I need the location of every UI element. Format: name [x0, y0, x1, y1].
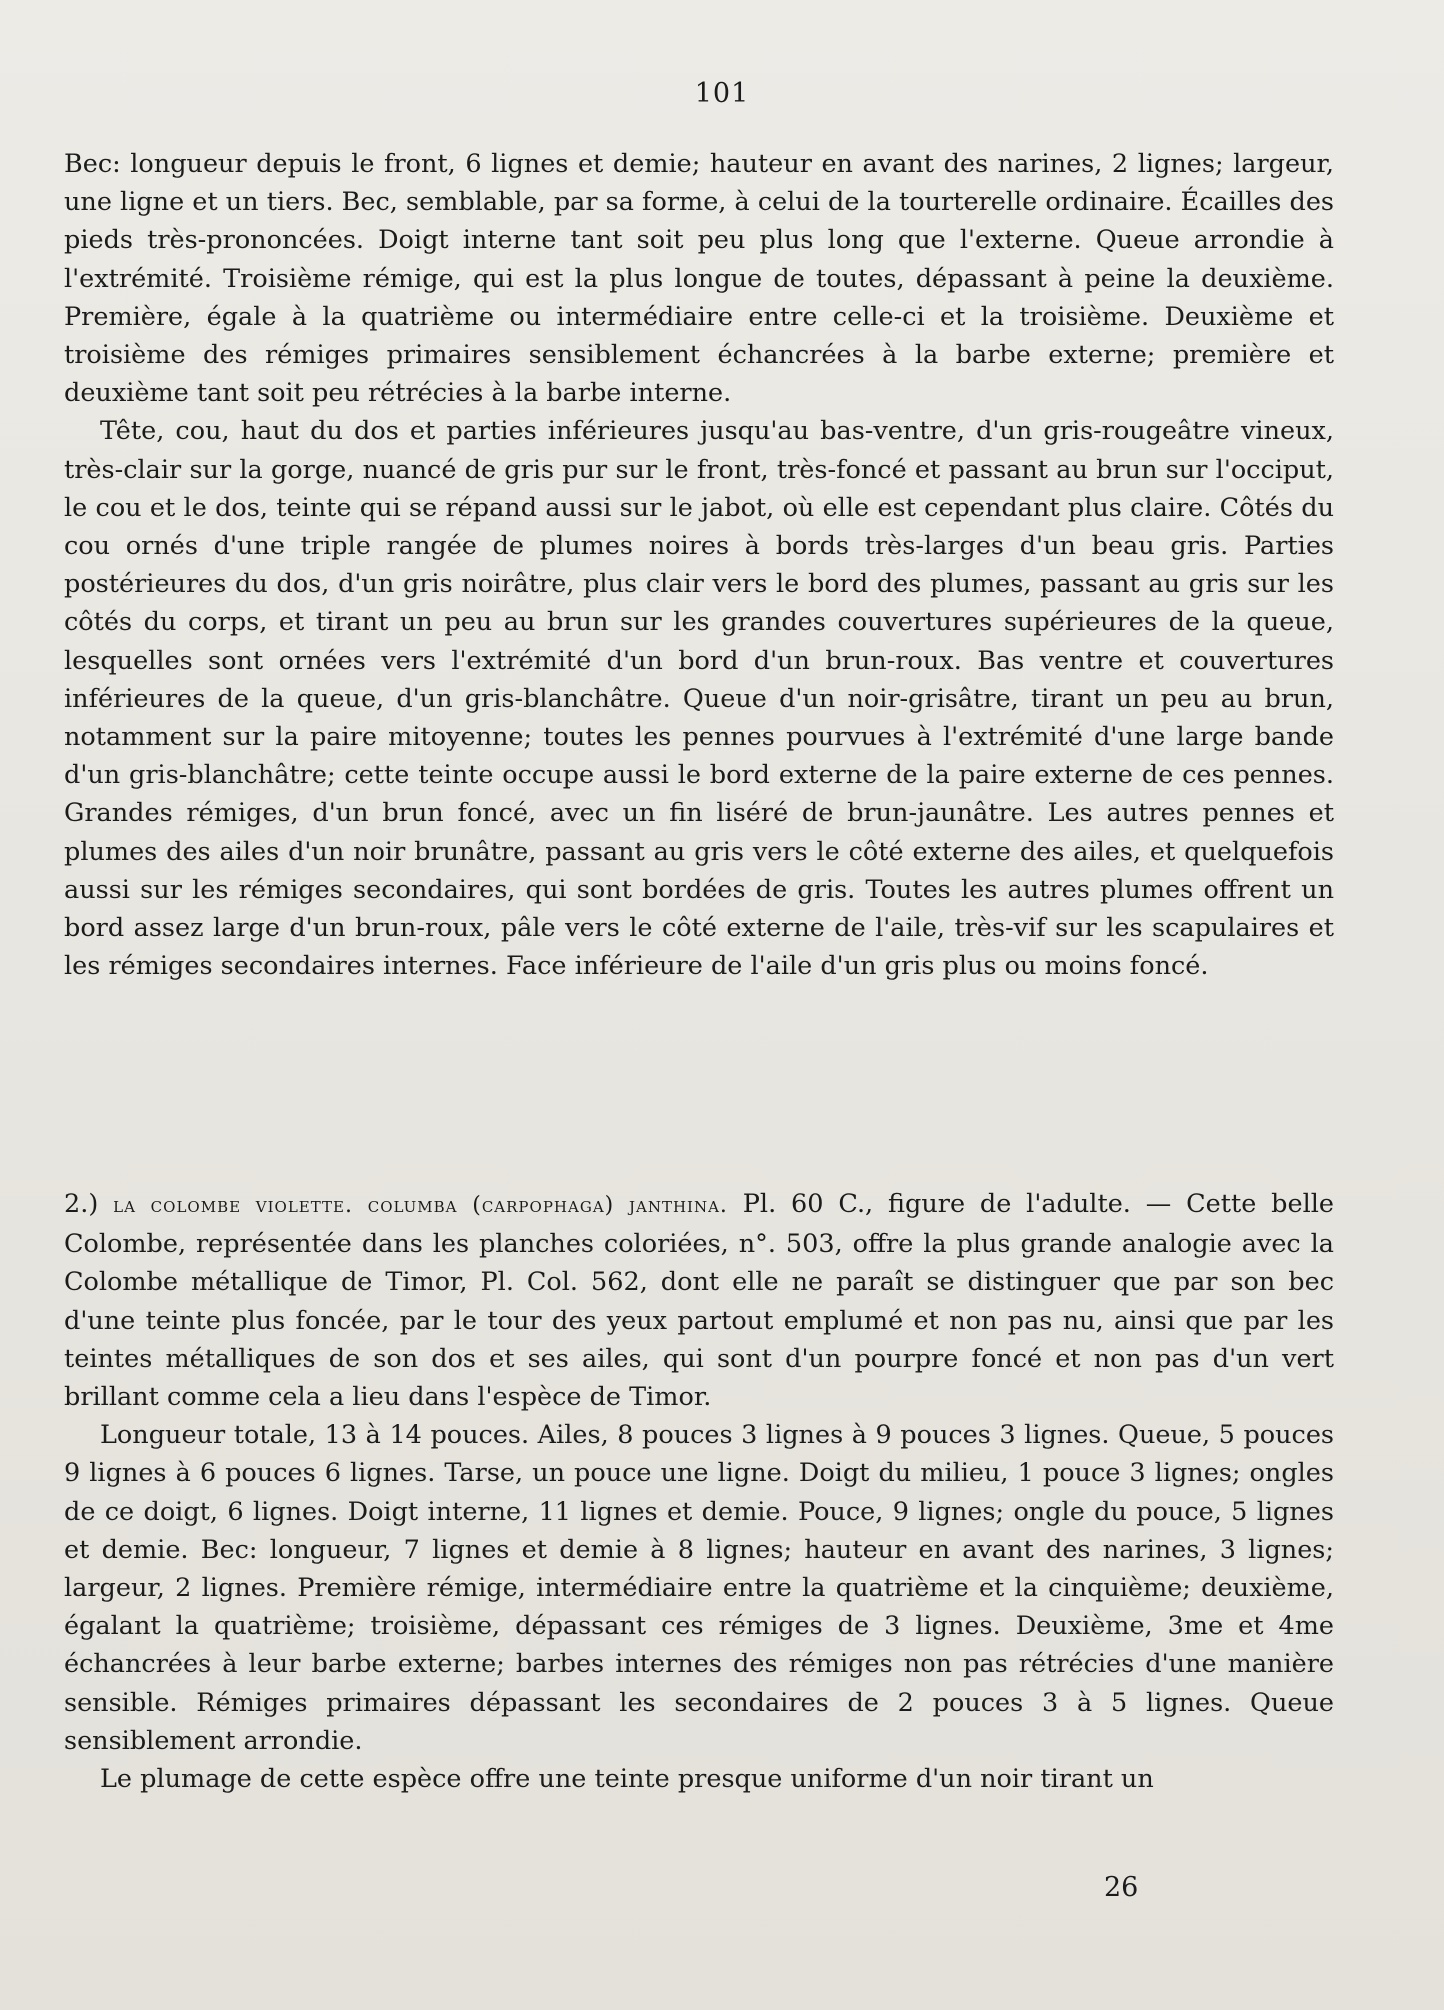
species-number: 2.): [64, 1189, 99, 1219]
species-intro: Pl. 60 C., figure de l'adulte. — Cette belle Colombe, représentée dans les planches coloriées, n°. 503, offre la plus grande analogie avec la Colombe métallique de Timor, Pl. Col. 562, dont elle ne paraît se distinguer que par son bec d'une teinte plus foncée, par le tour des yeux partout emplumé et non pas nu, ainsi que par les teintes métalliques de son dos et ses ailes, qui sont d'un pourpre foncé et non pas d'un vert brillant comme cela a lieu dans l'espèce de Timor.: [64, 1189, 1334, 1413]
paragraph-plumage-start: Le plumage de cette espèce offre une teinte presque uniforme d'un noir tirant un: [100, 1764, 1154, 1795]
signature-mark: 26: [1104, 1872, 1139, 1903]
paragraph-dimensions: Longueur totale, 13 à 14 pouces. Ailes, 8 pouces 3 lignes à 9 pouces 3 lignes. Queue, 5 pouces 9 lignes à 6 pouces 6 lignes. Tarse, un pouce une ligne. Doigt du milieu, 1 pouce 3 lignes; ongles de ce doigt, 6 lignes. Doigt interne, 11 lignes et demie. Pouce, 9 lignes; ongle du pouce, 5 lignes et demie. Bec: longueur, 7 lignes et demie à 8 lignes; hauteur en avant des narines, 3 lignes; largeur, 2 lignes. Première rémige, intermédiaire entre la quatrième et la cinquième; deuxième, égalant la quatrième; troisième, dépassant ces rémiges de 3 lignes. Deuxième, 3me et 4me échancrées à leur barbe externe; barbes internes des rémiges non pas rétrécies d'une manière sensible. Rémiges primaires dépassant les secondaires de 2 pouces 3 à 5 lignes. Queue sensiblement arrondie.: [64, 1420, 1334, 1756]
section-two-text: [64, 1185, 1334, 1798]
section-one-text: [64, 145, 1334, 985]
paragraph-measurements: Bec: longueur depuis le front, 6 lignes et demie; hauteur en avant des narines, 2 lignes; largeur, une ligne et un tiers. Bec, semblable, par sa forme, à celui de la tourterelle ordinaire. Écailles des pieds très-prononcées. Doigt interne tant soit peu plus long que l'externe. Queue arrondie à l'extrémité. Troisième rémige, qui est la plus longue de toutes, dépassant à peine la deuxième. Première, égale à la quatrième ou intermédiaire entre celle-ci et la troisième. Deuxième et troisième des rémiges primaires sensiblement échancrées à la barbe externe; première et deuxième tant soit peu rétrécies à la barbe interne.: [64, 149, 1334, 409]
paragraph-plumage: Tête, cou, haut du dos et parties inférieures jusqu'au bas-ventre, d'un gris-rougeâtre vineux, très-clair sur la gorge, nuancé de gris pur sur le front, très-foncé et passant au brun sur l'occiput, le cou et le dos, teinte qui se répand aussi sur le jabot, où elle est cependant plus claire. Côtés du cou ornés d'une triple rangée de plumes noires à bords très-larges d'un beau gris. Parties postérieures du dos, d'un gris noirâtre, plus clair vers le bord des plumes, passant au gris sur les côtés du corps, et tirant un peu au brun sur les grandes couvertures supérieures de la queue, lesquelles sont ornées vers l'extrémité d'un bord d'un brun-roux. Bas ventre et couvertures inférieures de la queue, d'un gris-blanchâtre. Queue d'un noir-grisâtre, tirant un peu au brun, notamment sur la paire mitoyenne; toutes les pennes pourvues à l'extrémité d'une large bande d'un gris-blanchâtre; cette teinte occupe aussi le bord externe de la paire externe de ces pennes. Grandes rémiges, d'un brun foncé, avec un fin liséré de brun-jaunâtre. Les autres pennes et plumes des ailes d'un noir brunâtre, passant au gris vers le côté externe des ailes, et quelquefois aussi sur les rémiges secondaires, qui sont bordées de gris. Toutes les autres plumes offrent un bord assez large d'un brun-roux, pâle vers le côté externe de l'aile, très-vif sur les scapulaires et les rémiges secondaires internes. Face inférieure de l'aile d'un gris plus ou moins foncé.: [64, 416, 1334, 982]
species-entry: [64, 1185, 1334, 1416]
page-number: 101: [694, 78, 750, 109]
species-heading: la colombe violette. columba (carpophaga) janthina.: [113, 1193, 728, 1218]
